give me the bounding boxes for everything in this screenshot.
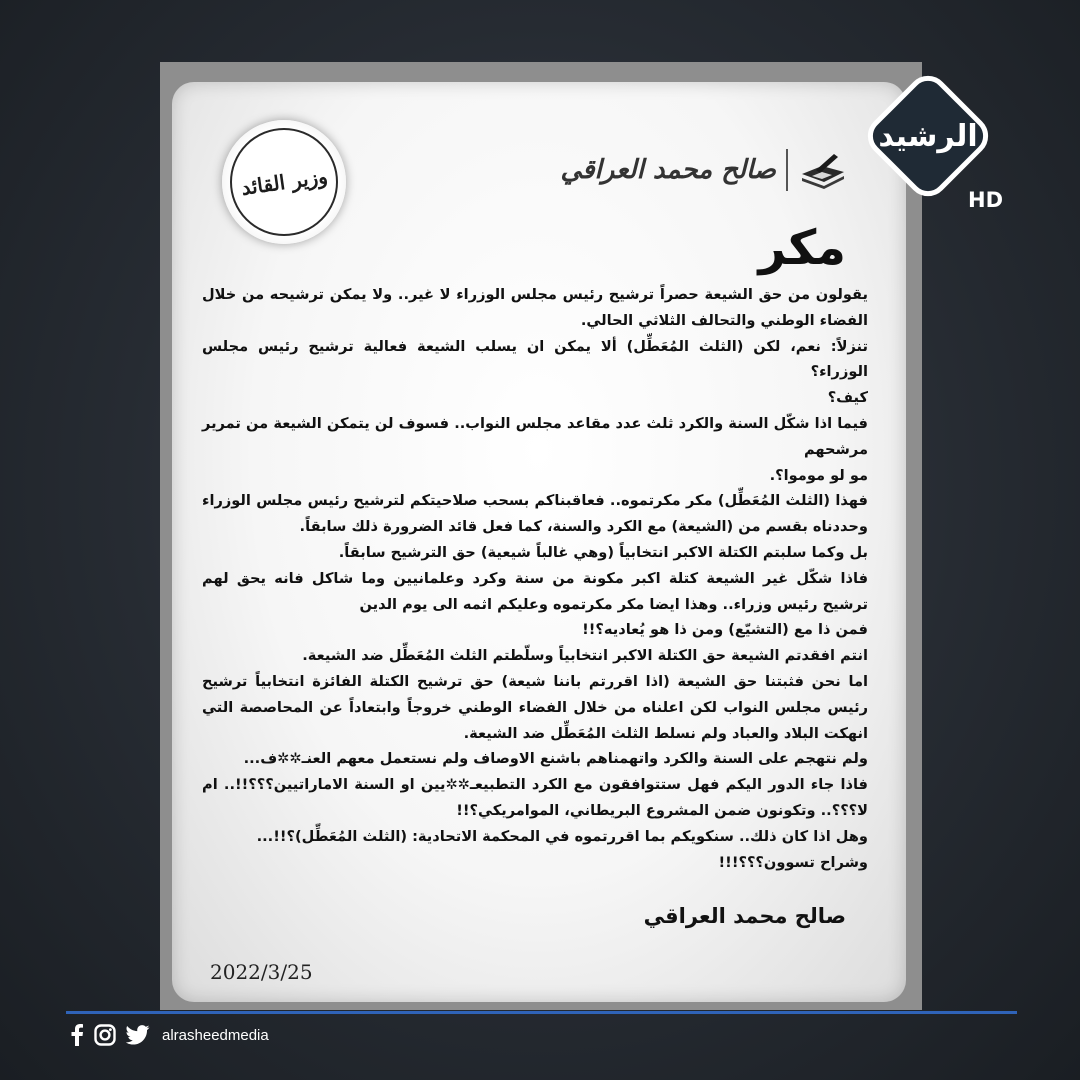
wazir-alqaed-seal [222,120,346,244]
signature: صالح محمد العراقي [643,904,846,928]
facebook-icon[interactable] [70,1024,84,1046]
instagram-icon[interactable] [94,1024,116,1046]
seal-text: وزير القائد [239,164,329,200]
channel-logo-text: الرشيد [878,119,978,154]
article-body [202,282,868,875]
twitter-icon[interactable] [126,1025,150,1045]
alrasheed-channel-logo [862,66,994,208]
author-logo [560,142,848,198]
article-date: 2022/3/25 [210,960,313,984]
paragraph: وهل اذا كان ذلك.. سنكويكم بما اقررتموه في المحكمة الاتحادية: (الثلث المُعَطِّل)؟!!... [256,827,868,845]
paragraph: يقولون من حق الشيعة حصراً ترشيح رئيس مجلس الوزراء لا غير.. ولا يمكن ترشيحه من خلال الفضاء الوطني والتحالف الثلاثي الحالي. [202,286,868,329]
article-title: مكر [758,220,846,276]
book-pen-icon [798,148,848,192]
paragraph: انتم افقدتم الشيعة حق الكتلة الاكبر انتخابياً وسلّطتم الثلث المُعَطِّل ضد الشيعة. [302,647,868,665]
social-bar [70,1022,269,1048]
paragraph: فهذا (الثلث المُعَطِّل) مكر مكرتموه.. فعاقبناكم بسحب صلاحيتكم لترشيح رئيس مجلس الوزراء وحددناه بقسم من (الشيعة) مع الكرد والسنة، كما فعل قائد الضرورة ذلك سابقاً. [202,492,868,536]
logo-divider [786,149,788,191]
footer-divider [66,1011,1017,1014]
hd-badge: HD [968,188,1004,212]
paragraph: وشراح تسوون؟؟؟!!! [718,853,868,871]
paragraph: فاذا شكّل غير الشيعة كتلة اكبر مكونة من سنة وكرد وعلمانيين وما شاكل فانه يحق لهم ترشيح رئيس وزراء.. وهذا ايضا مكر مكرتموه وعليكم اثمه الى يوم الدين [202,569,868,613]
social-handle[interactable]: alrasheedmedia [162,1026,269,1044]
paragraph: اما نحن فثبتنا حق الشيعة (اذا اقررتم باننا شيعة) حق ترشيح الكتلة الفائزة انتخابياً ترشيح رئيس مجلس النواب لكن اعلناه من خلال الفضاء الوطني خروجاً وابتعاداً عن المحاصصة التي انهكت البلاد والعباد ولم نسلط الثلث المُعَطِّل ضد الشيعة. [202,672,868,742]
paragraph: ولم نتهجم على السنة والكرد واتهمناهم باشنع الاوصاف ولم نستعمل معهم العنـ✲✲ف... [243,750,868,768]
paragraph: فمن ذا مع (التشيّع) ومن ذا هو يُعاديه؟!! [582,621,868,639]
letter-card [172,82,906,1002]
author-logo-name: صالح محمد العراقي [560,155,776,185]
paragraph: كيف؟ [827,389,868,407]
paragraph: فيما اذا شكّل السنة والكرد ثلث عدد مقاعد مجلس النواب.. فسوف لن يتمكن الشيعة من تمرير مرشحهم [202,414,868,458]
paragraph: فاذا جاء الدور اليكم فهل ستتوافقون مع الكرد التطبيعـ✲✲يين او السنة الاماراتيين؟؟؟!!.. ام لا؟؟؟.. وتكونون ضمن المشروع البريطاني، الموامريكي؟!! [202,776,868,819]
paragraph: مو لو موموا؟. [769,466,868,484]
paragraph: بل وكما سلبتم الكتلة الاكبر انتخابياً (وهي غالباً شيعية) حق الترشيح سابقاً. [338,543,868,561]
paragraph: تنزلاً: نعم، لكن (الثلث المُعَطِّل) ألا يمكن ان يسلب الشيعة فعالية ترشيح رئيس مجلس الوزراء؟ [202,337,868,381]
